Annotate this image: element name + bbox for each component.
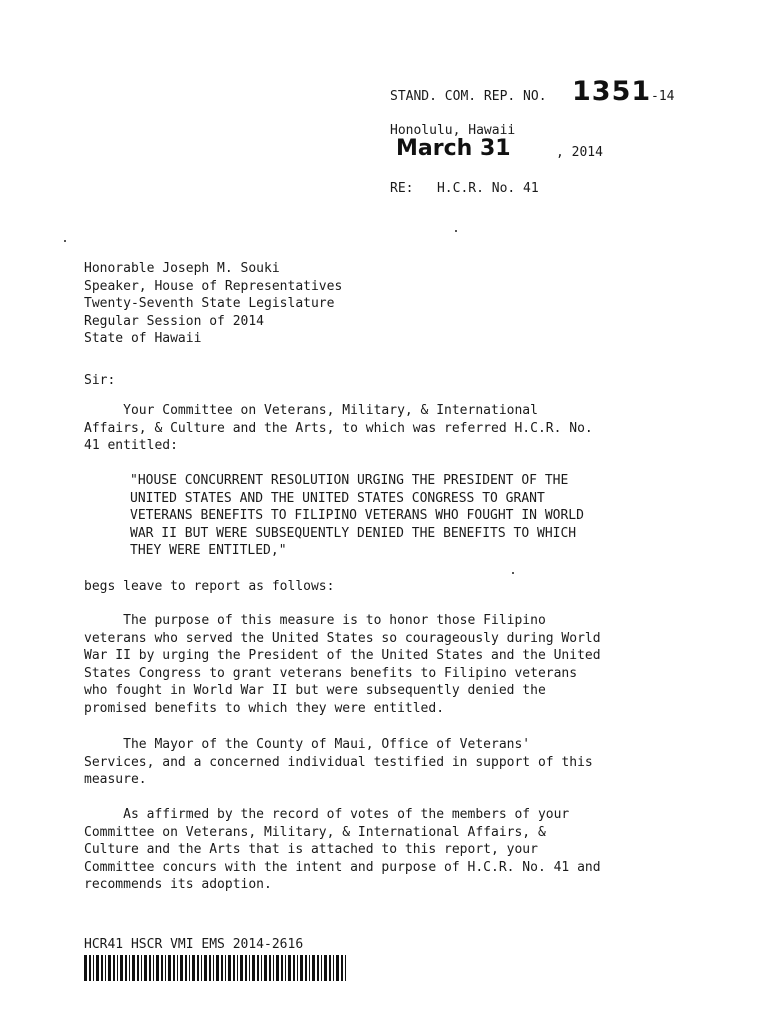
barcode-bar: [273, 955, 274, 981]
barcode-bar: [305, 955, 307, 981]
barcode-bar: [197, 955, 199, 981]
barcode-bar: [288, 955, 291, 981]
quote-line: UNITED STATES AND THE UNITED STATES CONGRESS TO GRANT: [130, 490, 545, 506]
paragraph-line: promised benefits to which they were entitled.: [84, 700, 445, 716]
barcode-bar: [204, 955, 207, 981]
paragraph-line: The purpose of this measure is to honor those Filipino: [84, 613, 546, 628]
address-line: Regular Session of 2014: [84, 313, 265, 329]
barcode-bar: [141, 955, 142, 981]
barcode-bar: [336, 955, 339, 981]
barcode-bar: [189, 955, 190, 981]
barcode-bar: [216, 955, 219, 981]
paragraph-line: measure.: [84, 772, 147, 788]
barcode: [84, 955, 348, 981]
paragraph-line: recommends its adoption.: [84, 877, 272, 893]
barcode-bar: [261, 955, 262, 981]
paragraph-line: Affairs, & Culture and the Arts, to which was referred H.C.R. No.: [84, 420, 593, 436]
barcode-bar: [300, 955, 303, 981]
barcode-bar: [177, 955, 178, 981]
barcode-bar: [132, 955, 135, 981]
barcode-bar: [257, 955, 259, 981]
paragraph-line: Committee concurs with the intent and purpose of H.C.R. No. 41 and: [84, 859, 601, 875]
re-line: RE: H.C.R. No. 41: [390, 181, 539, 196]
paragraph-line: War II by urging the President of the United States and the United: [84, 648, 601, 664]
barcode-bar: [149, 955, 151, 981]
barcode-bar: [125, 955, 127, 981]
barcode-bar: [264, 955, 267, 981]
paragraph-line: Committee on Veterans, Military, & International Affairs, &: [84, 824, 546, 840]
barcode-bar: [245, 955, 247, 981]
barcode-bar: [233, 955, 235, 981]
barcode-bar: [153, 955, 154, 981]
scan-speck: [512, 572, 514, 574]
paragraph-line: As affirmed by the record of votes of the members of your: [84, 807, 570, 822]
paragraph-line: 41 entitled:: [84, 438, 178, 454]
barcode-bar: [129, 955, 130, 981]
barcode-bar: [252, 955, 255, 981]
barcode-bar: [225, 955, 226, 981]
barcode-bar: [237, 955, 238, 981]
resolution-title-quote: [130, 472, 584, 560]
barcode-bar: [89, 955, 91, 981]
paragraph-line: States Congress to grant veterans benefits to Filipino veterans: [84, 665, 578, 681]
barcode-bar: [113, 955, 115, 981]
quote-line: THEY WERE ENTITLED,": [130, 543, 287, 559]
quote-line: WAR II BUT WERE SUBSEQUENTLY DENIED THE BENEFITS TO WHICH: [130, 525, 577, 541]
barcode-bar: [321, 955, 322, 981]
barcode-bar: [96, 955, 99, 981]
barcode-bar: [240, 955, 243, 981]
barcode-bar: [165, 955, 166, 981]
report-intro-line: begs leave to report as follows:: [84, 579, 335, 594]
address-line: Twenty-Seventh State Legislature: [84, 296, 335, 312]
quote-line: VETERANS BENEFITS TO FILIPINO VETERANS WHO FOUGHT IN WORLD: [130, 508, 584, 524]
recipient-address: [84, 260, 342, 348]
paragraph-line: Your Committee on Veterans, Military, & International: [84, 403, 538, 418]
purpose-paragraph: [84, 612, 601, 718]
barcode-bar: [324, 955, 327, 981]
barcode-bar: [144, 955, 147, 981]
address-line: State of Hawaii: [84, 331, 202, 347]
paragraph-line: The Mayor of the County of Maui, Office of Veterans': [84, 737, 531, 752]
barcode-bar: [269, 955, 271, 981]
report-number-prefix: STAND. COM. REP. NO.: [390, 89, 547, 104]
barcode-bar: [185, 955, 187, 981]
document-code: HCR41 HSCR VMI EMS 2014-2616: [84, 937, 304, 952]
barcode-bar: [209, 955, 211, 981]
address-line: Speaker, House of Representatives: [84, 278, 343, 294]
barcode-bar: [120, 955, 123, 981]
paragraph-line: Services, and a concerned individual testified in support of this: [84, 754, 593, 770]
date-handwritten: March 31: [396, 136, 511, 161]
report-number-suffix: -14: [651, 89, 675, 104]
barcode-bar: [293, 955, 295, 981]
barcode-bar: [249, 955, 250, 981]
barcode-bar: [168, 955, 171, 981]
affirmation-paragraph: [84, 806, 601, 894]
barcode-bar: [281, 955, 283, 981]
report-number-handwritten: 1351: [572, 76, 652, 107]
barcode-bar: [105, 955, 106, 981]
barcode-bar: [201, 955, 202, 981]
barcode-bar: [93, 955, 94, 981]
barcode-bar: [213, 955, 214, 981]
barcode-bar: [180, 955, 183, 981]
scan-speck: [455, 230, 457, 232]
address-line: Honorable Joseph M. Souki: [84, 261, 280, 276]
testimony-paragraph: [84, 736, 593, 789]
barcode-bar: [276, 955, 279, 981]
barcode-bar: [101, 955, 103, 981]
barcode-bar: [161, 955, 163, 981]
barcode-bar: [309, 955, 310, 981]
barcode-bar: [221, 955, 223, 981]
barcode-bar: [156, 955, 159, 981]
barcode-bar: [192, 955, 195, 981]
barcode-bar: [228, 955, 231, 981]
barcode-bar: [297, 955, 298, 981]
barcode-bar: [108, 955, 111, 981]
paragraph-line: who fought in World War II but were subsequently denied the: [84, 683, 546, 699]
barcode-bar: [312, 955, 315, 981]
committee-paragraph: [84, 402, 593, 455]
date-year: , 2014: [556, 145, 603, 160]
scan-speck: [64, 240, 66, 242]
salutation: Sir:: [84, 373, 116, 388]
barcode-bar: [341, 955, 343, 981]
barcode-bar: [137, 955, 139, 981]
barcode-bar: [317, 955, 319, 981]
location-line: Honolulu, Hawaii: [390, 123, 516, 138]
barcode-bar: [329, 955, 331, 981]
barcode-bar: [345, 955, 346, 981]
quote-line: "HOUSE CONCURRENT RESOLUTION URGING THE PRESIDENT OF THE: [130, 473, 569, 488]
paragraph-line: Culture and the Arts that is attached to this report, your: [84, 842, 538, 858]
barcode-bar: [117, 955, 118, 981]
barcode-bar: [173, 955, 175, 981]
barcode-bar: [285, 955, 286, 981]
barcode-bar: [333, 955, 334, 981]
paragraph-line: veterans who served the United States so courageously during World: [84, 630, 601, 646]
barcode-bar: [84, 955, 87, 981]
